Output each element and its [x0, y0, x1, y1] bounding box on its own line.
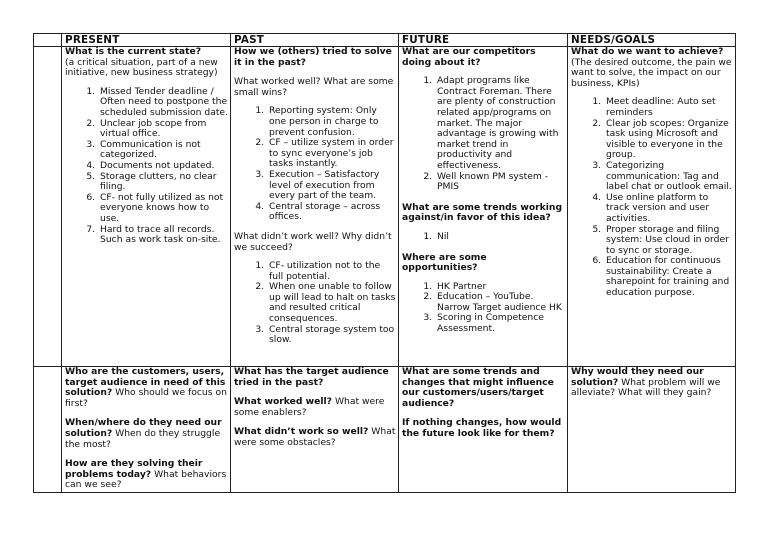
header-needs-goals: NEEDS/GOALS	[568, 34, 736, 47]
list-item: 3. Execution – Satisfactory level of execution from every part of the team.	[267, 170, 396, 202]
audience-trends-question: What are some trends and changes that might influence our customers/users/target audience?	[402, 366, 554, 409]
list-item: 5. Storage clutters, no clear filing.	[98, 172, 228, 193]
needs-note: (The desired outcome, the pain we want to solve, the impact on our business, KPIs)	[571, 56, 732, 89]
future-competitor-list	[402, 76, 565, 193]
list-item: 2. Education – YouTube. Narrow Target audience HK	[435, 292, 565, 313]
list-item: 6. CF- not fully utilized as not everyone knows how to use.	[98, 193, 228, 225]
present-question: What is the current state?	[65, 46, 202, 57]
future-question: What are our competitors doing about it?	[402, 46, 536, 68]
list-item: 1. Meet deadline: Auto set reminders	[604, 97, 733, 118]
needs-list	[571, 97, 733, 298]
past-failed-question: What didn’t work well? Why didn’t we succeed?	[234, 230, 392, 253]
audience-who-sub: Who should we focus on first?	[65, 387, 227, 409]
list-item: 4. Use online platform to track version and user activities.	[604, 193, 733, 225]
present-cell	[62, 47, 231, 367]
audience-present-cell	[62, 367, 231, 493]
audience-tried-question: What has the target audience tried in the past?	[234, 366, 389, 388]
list-item: 6. Education for continuous sustainability: Create a sharepoint for training and education purpose.	[604, 256, 733, 298]
list-item: 3. Central storage system too slow.	[267, 325, 396, 346]
canvas-table	[33, 33, 736, 493]
row-label-cell	[34, 47, 62, 367]
past-cell	[231, 47, 399, 367]
list-item: 2. When one unable to follow up will lead to halt on tasks and resulted critical consequences.	[267, 282, 396, 324]
list-item: 1. Adapt programs like Contract Foreman. There are plenty of construction related app/programs on market. The major advantage is growing with market trend in productivity and effectiveness.	[435, 76, 565, 171]
audience-worked-question: What worked well?	[234, 396, 333, 408]
list-item: 1. Reporting system: Only one person in charge to prevent confusion.	[267, 106, 396, 138]
audience-past-cell	[231, 367, 399, 493]
list-item: 4. Central storage – across offices.	[267, 202, 396, 223]
list-item: 2. CF – utilize system in order to sync everyone’s job tasks instantly.	[267, 138, 396, 170]
audience-why-question: Why would they need our solution?	[571, 366, 704, 388]
list-item: 2. Well known PM system - PMIS	[435, 172, 565, 193]
list-item: 3. Categorizing communication: Tag and label chat or outlook email.	[604, 161, 733, 193]
future-trends-question: What are some trends working against/in favor of this idea?	[402, 201, 563, 224]
audience-how-sub: What behaviors can we see?	[65, 468, 227, 491]
audience-when-question: When/where do they need our solution?	[65, 417, 222, 439]
audience-who-question: Who are the customers, users, target audience in need of this solution?	[65, 366, 226, 399]
list-item: 3. Scoring in Competence Assessment.	[435, 313, 565, 334]
list-item: 5. Proper storage and filing system: Use cloud in order to sync or storage.	[604, 225, 733, 257]
row-label-cell	[34, 367, 62, 493]
audience-row	[34, 367, 736, 493]
header-future: FUTURE	[399, 34, 568, 47]
list-item: 2. Unclear job scope from virtual office.	[98, 119, 228, 140]
list-item: 1. HK Partner	[435, 282, 565, 293]
needs-cell	[568, 47, 736, 367]
list-item: 2. Clear job scopes: Organize task using Microsoft and visible to everyone in the group.	[604, 119, 733, 161]
list-item: 1. CF- utilization not to the full potential.	[267, 261, 396, 282]
future-opportunities-list	[402, 282, 565, 335]
list-item: 4. Documents not updated.	[98, 161, 228, 172]
past-worked-list	[234, 106, 396, 223]
corner-cell	[34, 34, 62, 47]
current-row	[34, 47, 736, 367]
audience-failed-sub: What were some obstacles?	[234, 426, 396, 448]
future-cell	[399, 47, 568, 367]
list-item: 3. Communication is not categorized.	[98, 140, 228, 161]
past-failed-list	[234, 261, 396, 346]
needs-question: What do we want to achieve?	[571, 46, 724, 57]
audience-future-cell	[399, 367, 568, 493]
audience-how-question: How are they solving their problems today?	[65, 458, 203, 480]
audience-why-sub: What problem will we alleviate? What will they gain?	[571, 376, 721, 399]
audience-when-sub: When do they struggle the most?	[65, 427, 221, 450]
present-list	[65, 87, 228, 246]
list-item: 1. Nil	[435, 232, 565, 243]
audience-needs-cell	[568, 367, 736, 493]
audience-failed-question: What didn’t work so well?	[234, 426, 369, 438]
header-row	[34, 34, 736, 47]
past-question: How we (others) tried to solve it in the past?	[234, 46, 392, 68]
list-item: 7. Hard to trace all records. Such as work task on-site.	[98, 225, 228, 246]
audience-worked-sub: What were some enablers?	[234, 396, 385, 418]
future-trends-list	[402, 232, 565, 243]
future-opportunities-question: Where are some opportunities?	[402, 251, 487, 274]
audience-nochange-question: If nothing changes, how would the future look like for them?	[402, 417, 562, 439]
present-note: (a critical situation, part of a new initiative, new business strategy)	[65, 56, 218, 79]
header-present: PRESENT	[62, 34, 231, 47]
header-past: PAST	[231, 34, 399, 47]
list-item: 1. Missed Tender deadline / Often need to postpone the scheduled submission date.	[98, 87, 228, 119]
past-worked-question: What worked well? What are some small wins?	[234, 76, 394, 98]
